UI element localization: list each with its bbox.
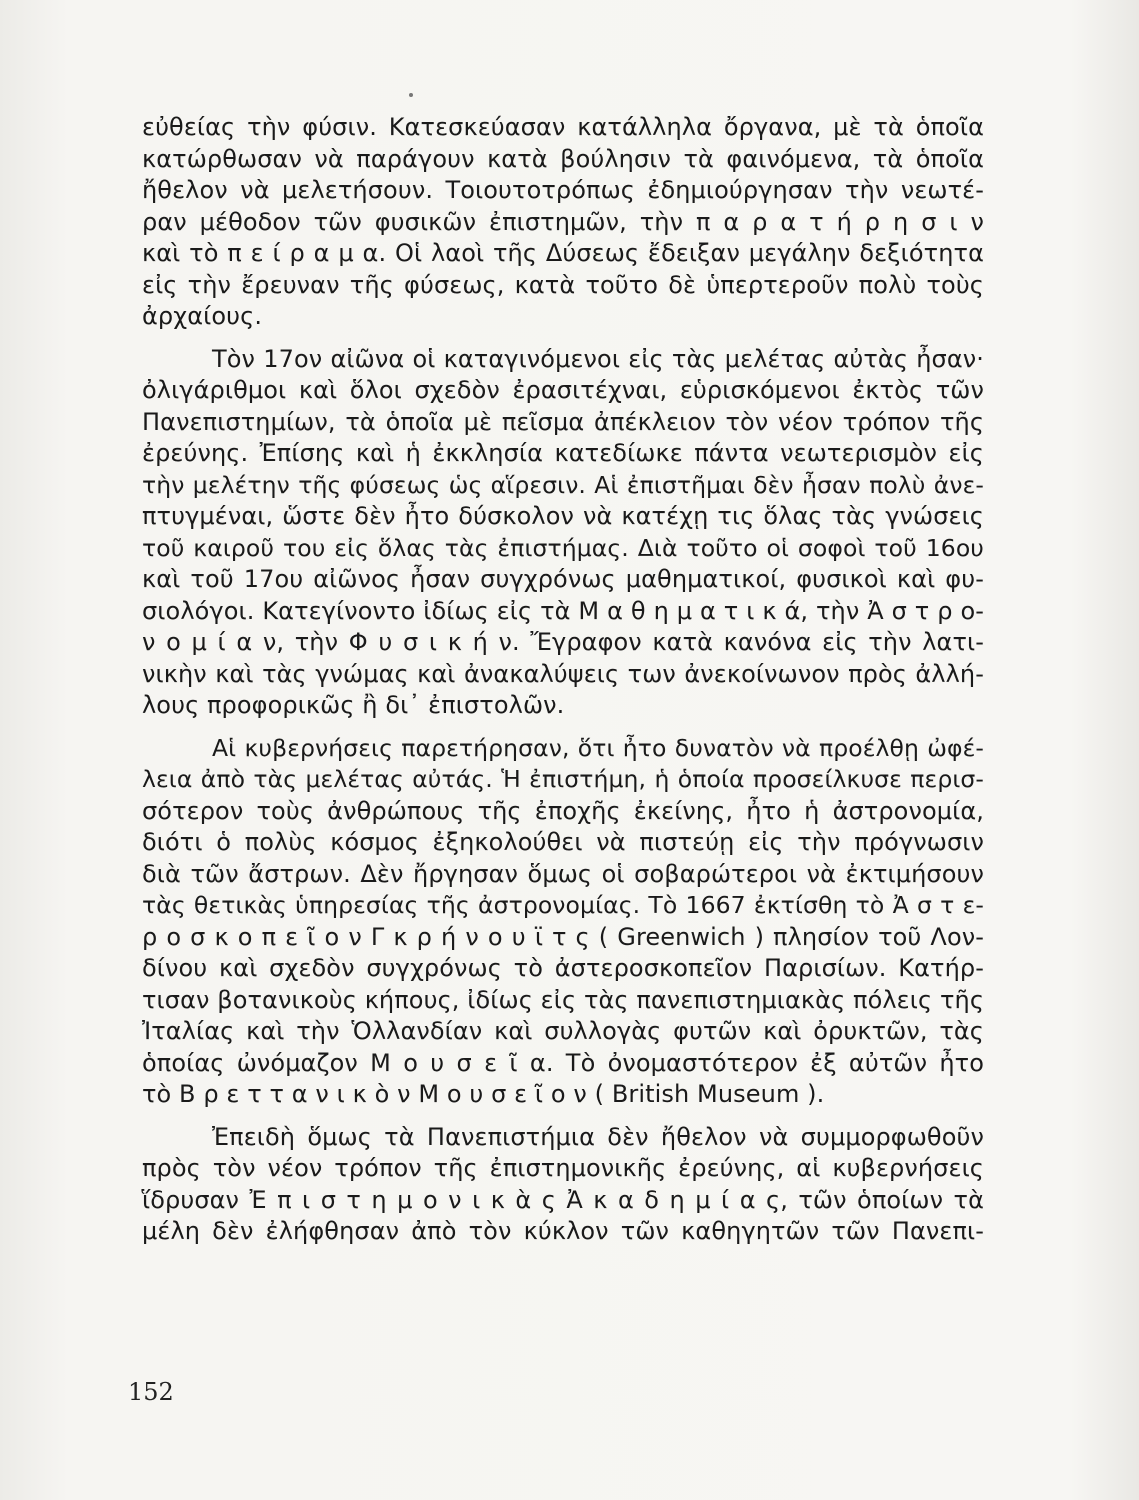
text-line: πτυγμέναι, ὥστε δὲν ἦτο δύσκολον νὰ κατέχῃ τις ὅλας τὰς γνώσεις [142, 502, 984, 530]
text-line: εἰς τὴν ἔρευναν τῆς φύσεως, κατὰ τοῦτο δὲ ὑπερτεροῦν πολὺ τοὺς [142, 270, 984, 299]
text-line: μέλη δὲν ἐλήφθησαν ἀπὸ τὸν κύκλον τῶν καθηγητῶν τῶν Πανεπι- [142, 1217, 984, 1245]
text-line: ν ο μ ί α ν, τὴν Φ υ σ ι κ ή ν. Ἔγραφον κατὰ κανόνα εἰς τὴν λατι- [142, 628, 984, 656]
text-line: ραν μέθοδον τῶν φυσικῶν ἐπιστημῶν, τὴν π α ρ α τ ή ρ η σ ι ν [142, 207, 984, 236]
paragraph-4 [142, 1122, 984, 1248]
ink-speck [409, 93, 413, 97]
paragraph-2 [142, 344, 984, 722]
text-line: ἐρεύνης. Ἐπίσης καὶ ἡ ἐκκλησία κατεδίωκε πάντα νεωτερισμὸν εἰς [142, 439, 984, 467]
text-line: τὰς θετικὰς ὑπηρεσίας τῆς ἀστρονομίας. Τὸ 1667 ἐκτίσθη τὸ Ἀ σ τ ε- [142, 891, 984, 919]
text-line: καὶ τὸ π ε ί ρ α μ α. Οἱ λαοὶ τῆς Δύσεως ἔδειξαν μεγάλην δεξιότητα [142, 239, 984, 267]
text-line: ρ ο σ κ ο π ε ῖ ο ν Γ κ ρ ή ν ο υ ϊ τ ς ( Greenwich ) πλησίον τοῦ Λον- [142, 922, 984, 951]
text-line: λεια ἀπὸ τὰς μελέτας αὐτάς. Ἡ ἐπιστήμη, ἡ ὁποία προσείλκυσε περισ- [142, 765, 984, 793]
text-line: πρὸς τὸν νέον τρόπον τῆς ἐπιστημονικῆς ἐρεύνης, αἱ κυβερνήσεις [142, 1154, 984, 1182]
text-line: σότερον τοὺς ἀνθρώπους τῆς ἐποχῆς ἐκείνης, ἦτο ἡ ἀστρονομία, [142, 796, 984, 825]
text-line: εὐθείας τὴν φύσιν. Κατεσκεύασαν κατάλληλα ὄργανα, μὲ τὰ ὁποῖα [142, 113, 984, 141]
paragraph-1 [142, 112, 984, 333]
text-line: ἤθελον νὰ μελετήσουν. Τοιουτοτρόπως ἐδημιούργησαν τὴν νεωτέ- [142, 176, 984, 204]
text-line: τοῦ καιροῦ του εἰς ὅλας τὰς ἐπιστήμας. Διὰ τοῦτο οἱ σοφοὶ τοῦ 16ου [142, 533, 984, 562]
text-line: διὰ τῶν ἄστρων. Δὲν ἤργησαν ὅμως οἱ σοβαρώτεροι νὰ ἐκτιμήσουν [142, 859, 984, 888]
text-line: σιολόγοι. Κατεγίνοντο ἰδίως εἰς τὰ Μ α θ η μ α τ ι κ ά, τὴν Ἀ σ τ ρ ο- [142, 596, 984, 625]
text-line: νικὴν καὶ τὰς γνώμας καὶ ἀνακαλύψεις των ἀνεκοίνωνον πρὸς ἀλλή- [142, 659, 984, 688]
text-line: ὁποίας ὠνόμαζον Μ ο υ σ ε ῖ α. Τὸ ὀνομαστότερον ἐξ αὐτῶν ἦτο [142, 1048, 984, 1077]
text-line: διότι ὁ πολὺς κόσμος ἐξηκολούθει νὰ πιστεύῃ εἰς τὴν πρόγνωσιν [142, 828, 984, 856]
page-number: 152 [128, 1378, 174, 1406]
text-line: ἀρχαίους. [142, 302, 263, 330]
text-line: Πανεπιστημίων, τὰ ὁποῖα μὲ πεῖσμα ἀπέκλειον τὸν νέον τρόπον τῆς [142, 407, 984, 436]
text-line: ἵδρυσαν Ἐ π ι σ τ η μ ο ν ι κ ὰ ς Ἀ κ α δ η μ ί α ς, τῶν ὁποίων τὰ [142, 1185, 984, 1214]
text-line: Ἐπειδὴ ὅμως τὰ Πανεπιστήμια δὲν ἤθελον νὰ συμμορφωθοῦν [212, 1122, 984, 1151]
text-line: ὀλιγάριθμοι καὶ ὅλοι σχεδὸν ἐρασιτέχναι, εὑρισκόμενοι ἐκτὸς τῶν [142, 376, 984, 404]
text-line: τὸ Β ρ ε τ τ α ν ι κ ὸ ν Μ ο υ σ ε ῖ ο ν ( British Museum ). [142, 1080, 825, 1108]
text-line: Αἱ κυβερνήσεις παρετήρησαν, ὅτι ἦτο δυνατὸν νὰ προέλθῃ ὠφέ- [212, 733, 984, 762]
paragraph-3 [142, 733, 984, 1111]
text-line: Ἰταλίας καὶ τὴν Ὁλλανδίαν καὶ συλλογὰς φυτῶν καὶ ὀρυκτῶν, τὰς [142, 1017, 984, 1045]
text-line: καὶ τοῦ 17ου αἰῶνος ἦσαν συγχρόνως μαθηματικοί, φυσικοὶ καὶ φυ- [142, 565, 984, 593]
body-text [142, 112, 984, 1248]
text-line: Τὸν 17ον αἰῶνα οἱ καταγινόμενοι εἰς τὰς μελέτας αὐτὰς ἦσαν· [212, 344, 984, 373]
text-line: δίνου καὶ σχεδὸν συγχρόνως τὸ ἀστεροσκοπεῖον Παρισίων. Κατήρ- [142, 954, 984, 982]
text-line: τὴν μελέτην τῆς φύσεως ὡς αἵρεσιν. Αἱ ἐπιστῆμαι δὲν ἦσαν πολὺ ἀνε- [142, 470, 984, 499]
text-line: κατώρθωσαν νὰ παράγουν κατὰ βούλησιν τὰ φαινόμενα, τὰ ὁποῖα [142, 144, 984, 173]
text-line: τισαν βοτανικοὺς κήπους, ἰδίως εἰς τὰς πανεπιστημιακὰς πόλεις τῆς [142, 985, 984, 1014]
text-line: λους προφορικῶς ἢ δι᾽ ἐπιστολῶν. [142, 691, 565, 719]
